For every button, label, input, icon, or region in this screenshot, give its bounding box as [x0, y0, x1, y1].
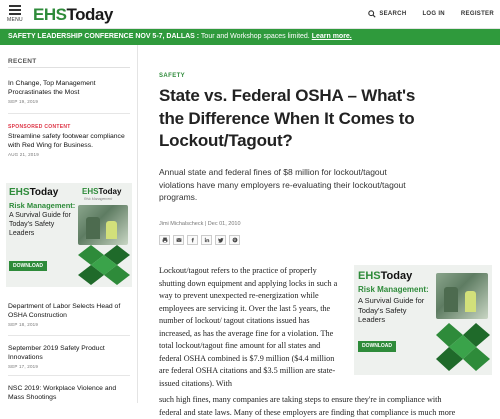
email-button[interactable] — [173, 235, 184, 245]
sidebar-article-title[interactable]: September 2019 Safety Product Innovations — [8, 344, 130, 362]
logo-part-1: EHS — [33, 5, 66, 24]
divider — [8, 113, 130, 114]
linkedin-button[interactable] — [201, 235, 212, 245]
article-category[interactable]: SAFETY — [159, 73, 185, 79]
logo-part-2: Today — [66, 5, 112, 24]
linkedin-icon — [204, 237, 210, 243]
ad-logo-part-1: EHS — [358, 270, 381, 282]
email-icon — [176, 237, 182, 243]
search-button[interactable] — [368, 10, 406, 18]
divider — [8, 375, 130, 376]
sponsored-label: SPONSORED CONTENT — [8, 124, 130, 130]
ad-photo — [78, 205, 128, 245]
article-main — [138, 45, 500, 403]
article-byline: Jimi Michalscheck | Dec 01, 2010 — [159, 221, 241, 227]
sidebar-article-date: SEP 19, 2019 — [8, 99, 130, 104]
sidebar-article-title[interactable]: Department of Labor Selects Head of OSHA Construction — [8, 302, 130, 320]
ad-photo — [436, 273, 488, 319]
ad-logo — [9, 187, 58, 198]
menu-button[interactable] — [4, 5, 26, 25]
ad-pattern-icon — [436, 323, 490, 371]
sidebar-article-title[interactable]: Streamline safety footwear compliance with Red Wing for Business. — [8, 132, 130, 150]
print-icon — [162, 237, 168, 243]
print-button[interactable] — [159, 235, 170, 245]
menu-icon-bar — [9, 9, 21, 11]
search-label: SEARCH — [379, 11, 406, 17]
pinterest-button[interactable] — [229, 235, 240, 245]
ad-logo-part-2: Today — [30, 187, 59, 198]
ad-tagline: A Survival Guide for Today's Safety Leaders — [9, 211, 75, 238]
facebook-icon — [190, 237, 196, 243]
menu-label: MENU — [4, 17, 26, 23]
article-dek: Annual state and federal fines of $8 million for lockout/tagout violations have many employers re-evaluating their lockout/tagout programs. — [159, 166, 415, 204]
ad-logo-small: EHSToday — [82, 187, 121, 196]
sidebar-article-title[interactable]: In Change, Top Management Procrastinates the Most — [8, 79, 130, 97]
divider — [8, 335, 130, 336]
site-logo[interactable] — [33, 5, 113, 25]
menu-icon-bar — [9, 13, 21, 15]
sidebar-ad[interactable] — [6, 183, 132, 287]
login-link[interactable]: LOG IN — [422, 11, 444, 17]
search-icon — [368, 10, 376, 18]
twitter-icon — [218, 237, 224, 243]
sidebar-article[interactable] — [8, 79, 130, 104]
twitter-button[interactable] — [215, 235, 226, 245]
sidebar-article-date: SEP 17, 2019 — [8, 364, 130, 369]
banner-learn-more-link[interactable]: Learn more. — [312, 33, 352, 40]
ad-subtitle: Risk Management — [84, 197, 112, 201]
sidebar — [0, 45, 138, 403]
banner-headline: SAFETY LEADERSHIP CONFERENCE NOV 5-7, DALLAS : — [8, 33, 199, 40]
sidebar-article-date: AUG 21, 2019 — [8, 152, 130, 157]
divider — [8, 67, 130, 68]
facebook-button[interactable] — [187, 235, 198, 245]
article-body-line: federal and state laws. Many of these employers are finding that compliance is much more — [159, 407, 489, 419]
article-title: State vs. Federal OSHA – What's the Difference When It Comes to Lockout/Tagout? — [159, 85, 419, 153]
inline-ad[interactable] — [354, 265, 492, 375]
ad-logo — [358, 270, 412, 282]
ad-logo-part-2: Today — [381, 270, 413, 282]
sidebar-article[interactable] — [8, 344, 130, 369]
sidebar-article-title[interactable]: NSC 2019: Workplace Violence and Mass Shootings — [8, 384, 130, 402]
share-toolbar — [159, 235, 240, 245]
ad-pattern-icon — [78, 245, 130, 285]
header-actions — [368, 10, 494, 18]
sidebar-sponsored-article[interactable] — [8, 124, 130, 157]
conference-banner[interactable] — [0, 29, 500, 45]
sidebar-article[interactable] — [8, 384, 130, 402]
ad-download-button[interactable]: DOWNLOAD — [9, 261, 47, 271]
banner-text: Tour and Workshop spaces limited. — [199, 33, 312, 40]
pinterest-icon — [232, 237, 238, 243]
sidebar-article[interactable] — [8, 302, 130, 327]
ad-headline: Risk Management: — [358, 285, 429, 294]
ad-logo-part-1: EHS — [9, 187, 30, 198]
article-body-continued — [159, 394, 489, 419]
sidebar-heading: RECENT — [8, 58, 37, 65]
register-link[interactable]: REGISTER — [461, 11, 494, 17]
menu-icon — [9, 5, 21, 7]
ad-headline: Risk Management: — [9, 201, 75, 210]
article-body: Lockout/tagout refers to the practice of properly shutting down equipment and applying locks in such a way to prevent unexpected re-energization while employees are servicing it. Over the last 5 years, the number of lockout/ tagout citations issued has increased, as has the average fine for a violation. The total lockout/tagout fine amount for all states and federal OSHA combined is $7.9 million ($4.4 million are federal OSHA citations and $3.5 million are state-issued citations). With — [159, 265, 343, 390]
sidebar-article-date: SEP 18, 2019 — [8, 322, 130, 327]
ad-tagline: A Survival Guide for Today's Safety Leaders — [358, 296, 430, 325]
article-body-line: such high fines, many companies are taking steps to ensure they're in compliance with — [159, 394, 489, 407]
site-header — [0, 0, 500, 29]
ad-download-button[interactable]: DOWNLOAD — [358, 341, 396, 352]
